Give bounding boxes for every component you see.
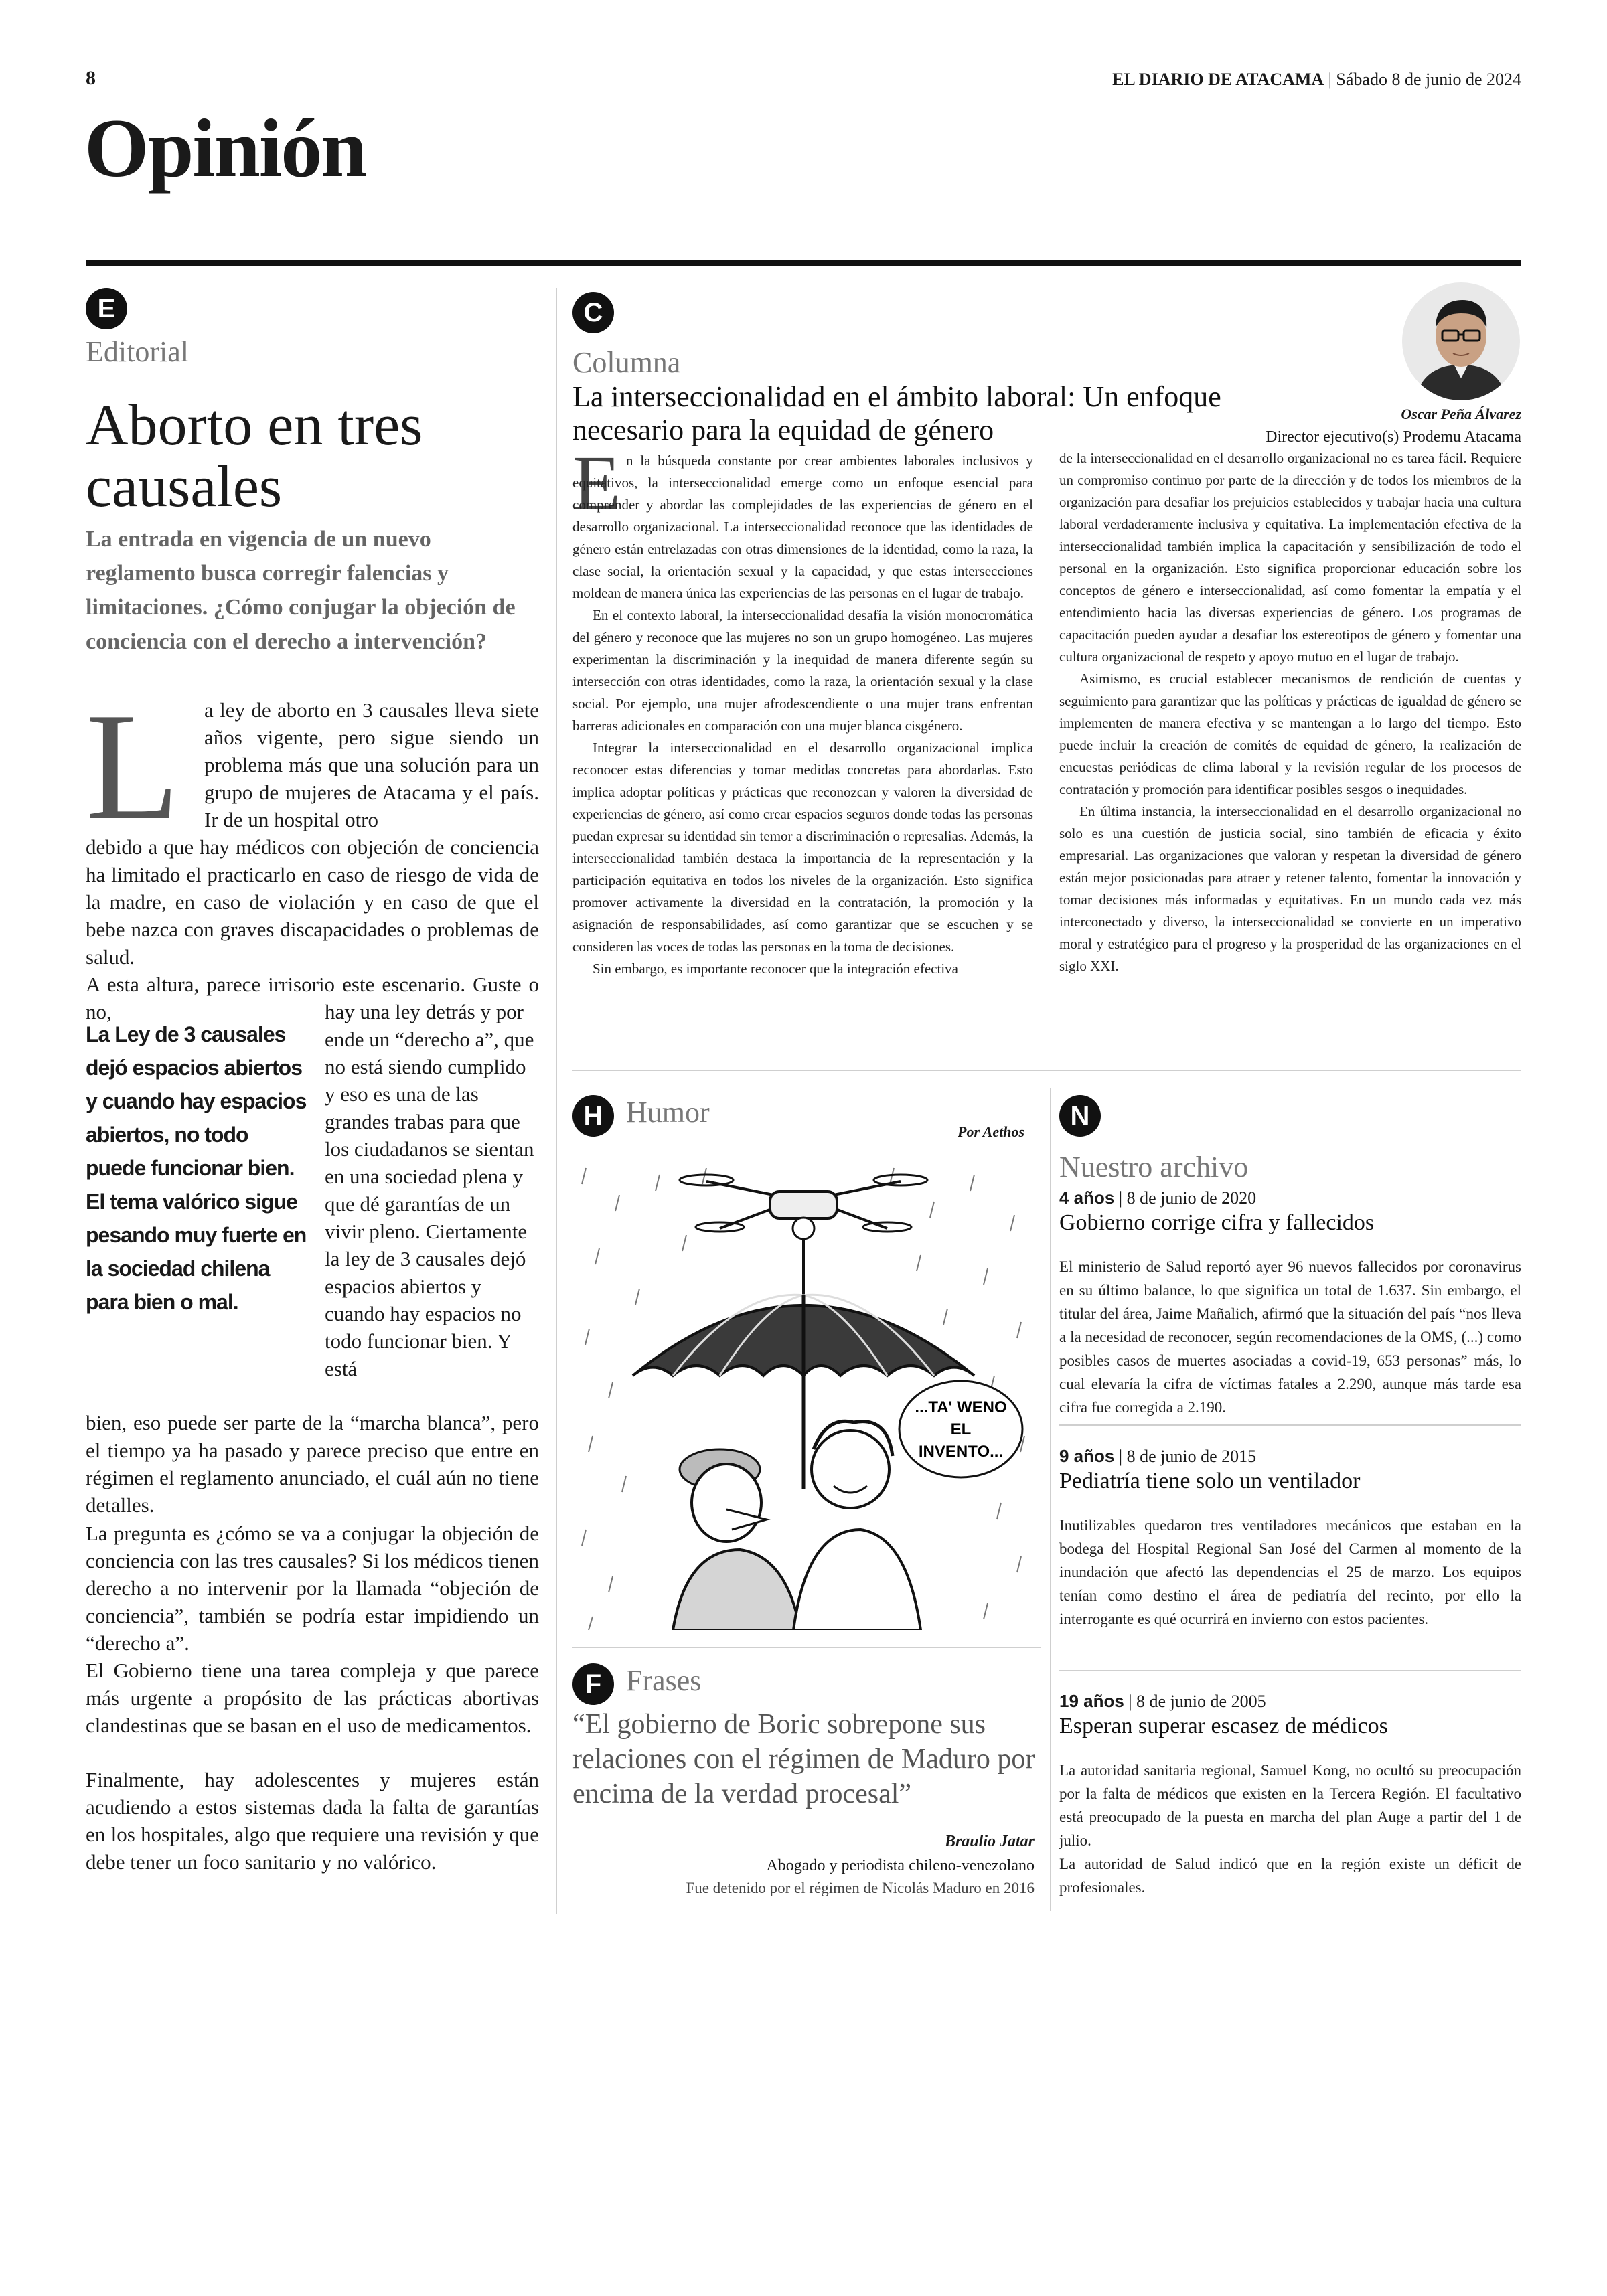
column-right-body <box>1059 447 1521 977</box>
archive-item-meta: 4 años | 8 de junio de 2020 <box>1059 1187 1257 1208</box>
column-right-paragraph-2: Asimismo, es crucial establecer mecanismos de rendición de cuentas y seguimiento para garantizar que las políticas y prácticas de igualdad de género se implementen de manera efectiva y se mantengan a lo largo del tiempo. Esto puede incluir la creación de comités de equidad de género, la realización de encuestas periódicas de clima laboral y la revisión regular de los procesos de contratación y promoción para identificar posibles sesgos o inequidades. <box>1059 671 1521 797</box>
archive-item-date: 8 de junio de 2015 <box>1126 1447 1257 1466</box>
page-number: 8 <box>86 67 96 89</box>
frases-kicker: Frases <box>626 1664 702 1697</box>
archive-kicker: Nuestro archivo <box>1059 1151 1249 1183</box>
masthead-separator: | <box>1328 70 1336 89</box>
archive-item-2 <box>1059 1446 1521 1631</box>
archive-badge: N <box>1059 1095 1101 1137</box>
archive-item-3 <box>1059 1691 1521 1899</box>
column-dropcap: E <box>572 439 621 527</box>
column-bottom-rule <box>572 1070 1521 1071</box>
archive-rule-1 <box>1059 1424 1521 1426</box>
archive-item-meta: 19 años | 8 de junio de 2005 <box>1059 1691 1266 1711</box>
frases-quote: “El gobierno de Boric sobrepone sus relaciones con el régimen de Maduro por encima de la verdad procesal” <box>572 1709 1035 1809</box>
editorial-divider <box>556 288 557 1914</box>
newspaper-name: EL DIARIO DE ATACAMA <box>1112 70 1324 89</box>
editorial-paragraph-1b: debido a que hay médicos con objeción de conciencia ha limitado el practicarlo en caso de riesgo de vida de la madre, en caso de violación y en caso de que el bebe nazca con graves discapacidades o problemas de salud. <box>86 835 539 969</box>
archive-item-body: Inutilizables quedaron tres ventiladores mecánicos que estaban en la bodega del Hospital Regional San José del Carmen al momento de la inundación que afectó las dependencias el 25 de marzo. Los equipos tenían como destino el área de pediatría del recinto, por ello la interrogante es qué ocurrirá en invierno con estos pacientes. <box>1059 1517 1521 1627</box>
editorial-paragraph-2b: hay una ley detrás y por ende un “derecho a”, que no está siendo cumplido y eso es una de las grandes trabas para que los ciudadanos se sientan en una sociedad plena y que dé garantías de un vivir pleno. Ciertamente la ley de 3 causales dejó espacios abiertos y cuando hay espacios no todo funcionar bien. Y está <box>325 1000 534 1380</box>
column-author-role: Director ejecutivo(s) Prodemu Atacama <box>1266 428 1521 446</box>
column-left-body <box>572 450 1033 980</box>
archive-item-1 <box>1059 1187 1521 1419</box>
editorial-paragraph-5: Finalmente, hay adolescentes y mujeres están acudiendo a estos sistemas dada la falta de garantías en los hospitales, algo que requiere una revisión y que debe tener un foco sanitario y no valórico. <box>86 1768 539 1874</box>
editorial-paragraph-1a: a ley de aborto en 3 causales lleva siete años vigente, pero sigue siendo un problema más que una solución para un grupo de mujeres de Atacama y el país. Ir de un hospital otro <box>204 698 539 831</box>
frases-note: Fue detenido por el régimen de Nicolás Maduro en 2016 <box>686 1880 1035 1896</box>
humor-kicker: Humor <box>626 1096 710 1129</box>
humor-badge: H <box>572 1095 614 1137</box>
masthead <box>1112 70 1521 90</box>
editorial-dropcap: L <box>86 681 180 851</box>
editorial-kicker: Editorial <box>86 335 189 368</box>
bubble-line-3: INVENTO... <box>918 1443 1004 1461</box>
editorial-paragraph-2a: A esta altura, parece irrisorio este escenario. Guste o no, <box>86 973 539 1023</box>
column-kicker: Columna <box>572 346 681 379</box>
column-badge: C <box>572 292 614 333</box>
column-left-paragraph-2: En el contexto laboral, la interseccionalidad desafía la visión monocromática del género y reconoce que las mujeres no son un grupo homogéneo. Las mujeres experimentan la discriminación y la inequidad de manera diferente según su intersección con otras identidades, como la raza, la orientación sexual y la clase social. Por ejemplo, una mujer afrodescendiente o una mujer trans enfrentan barreras adicionales en comparación con una mujer blanca cisgénero. <box>572 607 1033 734</box>
column-right-paragraph-1: de la interseccionalidad en el desarrollo organizacional no es tarea fácil. Requiere un compromiso continuo por parte de la dirección y de todos los miembros de la organización para desafiar los prejuicios establecidos y trabajar hacia una cultura laboral verdaderamente inclusiva y equitativa. La implementación efectiva de la interseccionalidad también implica la capacitación y sensibilización de todo el personal en la organización. Esto significa proporcionar educación sobre los conceptos de género e interseccionalidad, así como fomentar la empatía y el entendimiento hacia las diversas experiencias de género. Los programas de capacitación pueden ayudar a desafiar los estereotipos de género y fomentar una cultura organizacional de respeto y apoyo mutuo en el lugar de trabajo. <box>1059 450 1521 665</box>
humor-cartoon <box>572 1155 1038 1630</box>
frases-role: Abogado y periodista chileno-venezolano <box>766 1857 1035 1874</box>
column-left-paragraph-3: Integrar la interseccionalidad en el desarrollo organizacional implica reconocer estas diferencias y tomar medidas concretas para abordarlas. Esto implica adoptar políticas y prácticas que reconozcan y valoren la diversidad de experiencias de género, así como crear espacios seguros donde todas las personas puedan expresar su identidad sin temor a discriminación o represalias. Además, la interseccionalidad también destaca la importancia de la representación y la participación equitativa en todos los niveles de la organización. Esto significa promover activamente la diversidad en la contratación, la promoción y la asignación de responsabilidades, así como garantizar que se escuchen y se consideren las voces de todas las personas en la toma de decisiones. <box>572 740 1033 955</box>
archive-item-date: 8 de junio de 2005 <box>1136 1692 1266 1711</box>
humor-divider <box>1050 1088 1051 1911</box>
editorial-paragraph-4: El Gobierno tiene una tarea compleja y que parece más urgente a propósito de las prácticas abortivas clandestinas que se basan en el uso de medicamentos. <box>86 1659 539 1737</box>
frases-badge: F <box>572 1663 614 1705</box>
section-title: Opinión <box>84 102 366 194</box>
column-right-paragraph-3: En última instancia, la interseccionalidad en el desarrollo organizacional no solo es una cuestión de justicia social, sino también de eficacia y éxito empresarial. Las organizaciones que valoran y respetan la diversidad de género están mejor posicionadas para atraer y retener talento, fomentar la innovación y tomar decisiones más informadas y equitativas. En un mundo cada vez más interconectado y diverso, la interseccionalidad se convierte en un imperativo moral y estratégico para el progreso y la prosperidad de las organizaciones en el siglo XXI. <box>1059 803 1521 974</box>
column-left-paragraph-4: Sin embargo, es importante reconocer que la integración efectiva <box>593 961 958 977</box>
issue-date: Sábado 8 de junio de 2024 <box>1336 70 1521 89</box>
editorial-lede: La entrada en vigencia de un nuevo reglamento busca corregir falencias y limitaciones. ¿Cómo conjugar la objeción de conciencia con el derecho a intervención? <box>86 527 516 654</box>
speech-bubble <box>899 1381 1022 1477</box>
humor-bottom-rule <box>572 1647 1041 1648</box>
column-author: Oscar Peña Álvarez <box>1401 406 1521 422</box>
top-rule <box>86 260 1521 266</box>
archive-item-years: 9 años <box>1059 1446 1115 1466</box>
archive-item-headline: Esperan superar escasez de médicos <box>1059 1714 1388 1738</box>
bubble-line-2: EL <box>950 1420 972 1439</box>
archive-item-meta: 9 años | 8 de junio de 2015 <box>1059 1446 1257 1466</box>
archive-item-body: La autoridad sanitaria regional, Samuel Kong, no ocultó su preocupación por la falta de médicos que existen en la Tercera Región. El facultativo está preocupado de la puesta en marcha del plan Auge a partir del 1 de julio. <box>1059 1762 1521 1849</box>
archive-item-headline: Pediatría tiene solo un ventilador <box>1059 1469 1361 1493</box>
archive-item-date: 8 de junio de 2020 <box>1126 1188 1257 1208</box>
archive-item-years: 19 años <box>1059 1691 1124 1711</box>
editorial-paragraph-2c: bien, eso puede ser parte de la “marcha blanca”, pero el tiempo ya ha pasado y parece preciso que entre en régimen el reglamento anunciado, el cuál aún no tiene detalles. <box>86 1411 539 1517</box>
archive-item-years: 4 años <box>1059 1187 1115 1208</box>
archive-item-headline: Gobierno corrige cifra y fallecidos <box>1059 1210 1375 1235</box>
column-left-paragraph-1: n la búsqueda constante por crear ambientes laborales inclusivos y equitativos, la interseccionalidad emerge como un enfoque esencial para comprender y abordar las complejidades de las experiencias de género en el desarrollo organizacional. La interseccionalidad reconoce que las identidades de género están entrelazadas con otras dimensiones de la identidad, como la raza, la clase social, la orientación sexual y la capacidad, y que estas intersecciones moldean de manera única las experiencias de las personas en el lugar de trabajo. <box>572 453 1033 601</box>
frases-author: Braulio Jatar <box>944 1833 1035 1850</box>
archive-rule-2 <box>1059 1670 1521 1671</box>
editorial-headline: Aborto en tres causales <box>86 393 423 519</box>
editorial-pullquote: La Ley de 3 causales dejó espacios abiertos y cuando hay espacios abiertos, no todo puede funcionar bien. El tema valórico sigue pesando muy fuerte en la sociedad chilena para bien o mal. <box>86 1022 307 1314</box>
column-headline: La interseccionalidad en el ámbito laboral: Un enfoque necesario para la equidad de género <box>572 380 1221 446</box>
archive-item-body-2: La autoridad de Salud indicó que en la región existe un déficit de profesionales. <box>1059 1856 1521 1896</box>
bubble-line-1: ...TA' WENO <box>915 1398 1007 1416</box>
author-photo <box>1401 281 1521 402</box>
editorial-badge: E <box>86 288 127 329</box>
humor-byline: Por Aethos <box>958 1123 1025 1140</box>
archive-item-body: El ministerio de Salud reportó ayer 96 nuevos fallecidos por coronavirus en su último balance, lo que significa un total de 1.637. Sin embargo, el titular del área, Jaime Mañalich, afirmó que la situación del país “nos lleva a la necesidad de reconocer, según recomendaciones de la OMS, (...) como posibles casos de muertes asociadas a covid-19, 653 personas” más, lo cual elevaría la cifra de víctimas fatales a 2.290, aunque más tarde esa cifra fue corregida a 2.190. <box>1059 1258 1521 1416</box>
editorial-paragraph-3: La pregunta es ¿cómo se va a conjugar la objeción de conciencia con las tres causales? Si los médicos tienen derecho a no intervenir por la llamada “objeción de conciencia”, también se podría estar impidiendo un “derecho a”. <box>86 1522 539 1655</box>
